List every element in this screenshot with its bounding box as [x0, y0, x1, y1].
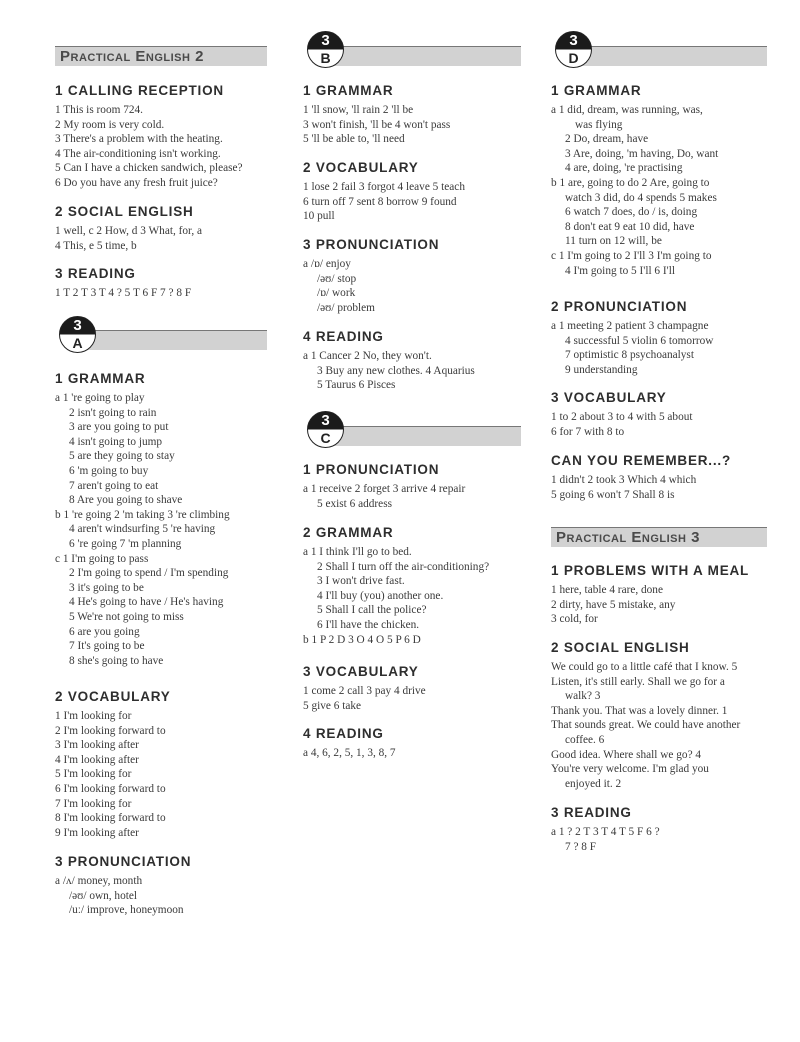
answer-line: b 1 're going 2 'm taking 3 're climbing	[55, 508, 230, 521]
answer-line: 4 I'm looking after	[55, 753, 139, 766]
answer-line: 6 Do you have any fresh fruit juice?	[55, 176, 218, 189]
answer-line: 7 aren't going to eat	[69, 479, 159, 492]
section-heading: 2 GRAMMAR	[303, 525, 394, 540]
answer-line: 7 It's going to be	[69, 640, 145, 653]
vocabulary-c-section	[303, 664, 521, 713]
answer-line: 4 isn't going to jump	[69, 435, 163, 448]
answer-line: 3 I won't drive fast.	[317, 575, 405, 588]
answer-line: That sounds great. We could have another	[551, 719, 741, 732]
answer-line: 2 I'm looking forward to	[55, 724, 166, 737]
answer-line: 1 I'm looking for	[55, 710, 132, 722]
answer-line: watch 3 did, do 4 spends 5 makes	[565, 191, 717, 204]
answer-line: 8 she's going to have	[69, 654, 164, 667]
answer-line: 5 are they going to stay	[69, 450, 175, 463]
section-heading: 1 PRONUNCIATION	[303, 462, 440, 477]
answer-line: 3 I'm looking after	[55, 739, 139, 752]
grammar-c-section	[303, 525, 521, 647]
answer-line: 3 are you going to put	[69, 421, 169, 434]
answer-line: 6 I'll have the chicken.	[317, 618, 420, 631]
section-heading: 3 READING	[551, 805, 632, 820]
vocabulary-section	[55, 689, 273, 840]
section-heading: 2 VOCABULARY	[55, 689, 171, 704]
section-heading: 3 PRONUNCIATION	[303, 237, 440, 252]
answer-line: 7 ? 8 F	[565, 840, 597, 853]
answer-line: a 1 're going to play	[55, 392, 145, 404]
answer-line: 5 Shall I call the police?	[317, 604, 427, 617]
answer-line: 6 are you going	[69, 625, 140, 638]
answer-line: 1 here, table 4 rare, done	[551, 584, 663, 596]
section-heading: 2 SOCIAL ENGLISH	[55, 204, 194, 219]
answer-line: 1 lose 2 fail 3 forgot 4 leave 5 teach	[303, 181, 465, 193]
answer-line: 10 pull	[303, 210, 335, 223]
answer-line: 6 for 7 with 8 to	[551, 425, 625, 438]
answer-line: a /ɒ/ enjoy	[303, 258, 351, 270]
answer-line: 5 Taurus 6 Pisces	[317, 379, 396, 392]
pronunciation-c-section	[303, 462, 521, 511]
answer-line: a 1 receive 2 forget 3 arrive 4 repair	[303, 483, 466, 495]
answer-line: walk? 3	[565, 690, 601, 703]
answer-line: 1 well, c 2 How, d 3 What, for, a	[55, 225, 202, 237]
answer-line: b 1 P 2 D 3 O 4 O 5 P 6 D	[303, 633, 421, 646]
badge-number: 3	[73, 317, 82, 334]
answer-line: 9 understanding	[565, 363, 638, 376]
badge-letter: C	[320, 430, 331, 446]
badge-letter: B	[320, 50, 331, 66]
answer-line: Good idea. Where shall we go? 4	[551, 748, 702, 761]
unit-3c-badge	[307, 411, 344, 448]
answer-line: 7 I'm looking for	[55, 797, 132, 810]
practical-english-3-band	[551, 527, 767, 547]
pronunciation-section	[55, 854, 273, 918]
answer-line: 6 I'm looking forward to	[55, 782, 166, 795]
unit-3a-band	[79, 330, 267, 350]
answer-line: Listen, it's still early. Shall we go for a	[551, 675, 725, 688]
answer-line: 3 There's a problem with the heating.	[55, 133, 223, 146]
answer-line: 1 T 2 T 3 T 4 ? 5 T 6 F 7 ? 8 F	[55, 287, 192, 299]
answer-line: a 1 ? 2 T 3 T 4 T 5 F 6 ?	[551, 826, 660, 838]
answer-line: 5 give 6 take	[303, 699, 362, 712]
section-heading: 3 VOCABULARY	[303, 664, 419, 679]
section-heading: 1 PROBLEMS WITH A MEAL	[551, 563, 750, 578]
answer-line: a 1 did, dream, was running, was,	[551, 104, 703, 116]
badge-number: 3	[321, 32, 330, 49]
pronunciation-section	[303, 237, 521, 315]
unit-3b-band	[327, 46, 521, 66]
answer-line: a /ʌ/ money, month	[55, 875, 143, 887]
answer-line: 6 watch 7 does, do / is, doing	[565, 206, 698, 219]
answer-line: 3 Are, doing, 'm having, Do, want	[565, 147, 719, 160]
section-heading: 2 PRONUNCIATION	[551, 299, 688, 314]
vocabulary-section	[303, 160, 521, 224]
unit-3d-band	[575, 46, 767, 66]
answer-line: /əʊ/ problem	[317, 301, 375, 314]
section-heading: 4 READING	[303, 726, 384, 741]
answer-line: 5 exist 6 address	[317, 497, 392, 510]
answer-line: c 1 I'm going to pass	[55, 552, 149, 565]
practical-english-2-band	[55, 46, 267, 66]
answer-line: 2 My room is very cold.	[55, 118, 165, 131]
practical-english-2-title: Practical English 2	[60, 48, 204, 65]
answer-line: 8 don't eat 9 eat 10 did, have	[565, 220, 695, 233]
answer-line: 11 turn on 12 will, be	[565, 235, 662, 248]
can-you-remember-section	[551, 453, 767, 502]
answer-line: 6 're going 7 'm planning	[69, 537, 182, 550]
answer-line: 1 didn't 2 took 3 Which 4 which	[551, 474, 697, 486]
answer-line: You're very welcome. I'm glad you	[551, 763, 709, 776]
answer-line: 9 I'm looking after	[55, 826, 139, 839]
section-heading: 4 READING	[303, 329, 384, 344]
answer-line: 4 I'm going to 5 I'll 6 I'll	[565, 264, 675, 277]
answer-line: a 4, 6, 2, 5, 1, 3, 8, 7	[303, 747, 396, 759]
reading-section	[55, 266, 273, 301]
answer-line: 5 We're not going to miss	[69, 610, 184, 623]
answer-line: 4 are, doing, 're practising	[565, 162, 683, 175]
reading-c-section	[303, 726, 521, 761]
answer-line: 4 aren't windsurfing 5 're having	[69, 523, 216, 536]
answer-line: 1 This is room 724.	[55, 104, 143, 116]
answer-line: b 1 are, going to do 2 Are, going to	[551, 176, 710, 189]
answer-line: 4 The air-conditioning isn't working.	[55, 147, 221, 160]
answer-line: 4 successful 5 violin 6 tomorrow	[565, 334, 714, 347]
vocabulary-section	[551, 390, 767, 439]
answer-line: 3 Buy any new clothes. 4 Aquarius	[317, 364, 475, 377]
social-english-section	[551, 640, 767, 791]
reading-section	[303, 329, 521, 393]
section-heading: 1 CALLING RECEPTION	[55, 83, 224, 98]
answer-line: 3 it's going to be	[69, 581, 144, 594]
section-heading: 2 VOCABULARY	[303, 160, 419, 175]
unit-3a-badge	[59, 316, 96, 353]
answer-line: 5 'll be able to, 'll need	[303, 133, 405, 146]
problems-with-a-meal-section	[551, 563, 767, 627]
section-heading: 1 GRAMMAR	[55, 371, 146, 386]
answer-line: 8 I'm looking forward to	[55, 812, 166, 825]
answer-line: /əʊ/ own, hotel	[69, 889, 138, 902]
calling-reception-section	[55, 83, 273, 191]
answer-line: 1 'll snow, 'll rain 2 'll be	[303, 104, 414, 116]
unit-3d-badge	[555, 31, 592, 68]
unit-3c-band	[327, 426, 521, 446]
badge-number: 3	[569, 32, 578, 49]
reading-section	[551, 805, 767, 854]
answer-line: 5 going 6 won't 7 Shall 8 is	[551, 488, 675, 501]
answer-line: 3 won't finish, 'll be 4 won't pass	[303, 118, 451, 131]
answer-line: 5 I'm looking for	[55, 768, 132, 781]
practical-english-3-title: Practical English 3	[556, 529, 700, 546]
answer-line: 4 This, e 5 time, b	[55, 239, 137, 252]
answer-line: 6 'm going to buy	[69, 464, 149, 477]
section-heading: 3 VOCABULARY	[551, 390, 667, 405]
section-heading: 2 SOCIAL ENGLISH	[551, 640, 690, 655]
answer-line: 6 turn off 7 sent 8 borrow 9 found	[303, 195, 457, 208]
answer-line: coffee. 6	[565, 733, 605, 746]
answer-line: 2 dirty, have 5 mistake, any	[551, 598, 676, 611]
answer-line: c 1 I'm going to 2 I'll 3 I'm going to	[551, 249, 712, 262]
answer-line: Thank you. That was a lovely dinner. 1	[551, 704, 728, 717]
answer-line: We could go to a little café that I know. 5	[551, 661, 738, 673]
grammar-section	[551, 83, 767, 278]
answer-line: 8 Are you going to shave	[69, 494, 183, 507]
answer-line: a 1 I think I'll go to bed.	[303, 546, 412, 558]
answer-line: a 1 Cancer 2 No, they won't.	[303, 350, 432, 362]
answer-line: was flying	[575, 118, 623, 131]
answer-line: 4 He's going to have / He's having	[69, 596, 224, 609]
answer-line: 7 optimistic 8 psychoanalyst	[565, 349, 694, 362]
grammar-section	[303, 83, 521, 147]
section-heading: 3 PRONUNCIATION	[55, 854, 192, 869]
section-heading: CAN YOU REMEMBER...?	[551, 453, 732, 468]
answer-line: 5 Can I have a chicken sandwich, please?	[55, 162, 243, 175]
answer-line: 4 I'll buy (you) another one.	[317, 589, 444, 602]
pronunciation-section	[551, 299, 767, 377]
unit-3b-badge	[307, 31, 344, 68]
answer-line: 2 Shall I turn off the air-conditioning?	[317, 560, 490, 573]
social-english-section	[55, 204, 273, 253]
answer-line: enjoyed it. 2	[565, 777, 622, 790]
answer-line: /əʊ/ stop	[317, 272, 357, 285]
section-heading: 1 GRAMMAR	[303, 83, 394, 98]
grammar-section	[55, 371, 273, 668]
answer-line: /uː/ improve, honeymoon	[69, 904, 184, 917]
answer-line: a 1 meeting 2 patient 3 champagne	[551, 320, 709, 332]
answer-line: 2 isn't going to rain	[69, 406, 157, 419]
badge-number: 3	[321, 412, 330, 429]
badge-letter: A	[72, 335, 83, 351]
section-heading: 3 READING	[55, 266, 136, 281]
badge-letter: D	[568, 50, 579, 66]
section-heading: 1 GRAMMAR	[551, 83, 642, 98]
answer-line: /ɒ/ work	[317, 287, 356, 300]
answer-line: 3 cold, for	[551, 613, 598, 626]
answer-line: 2 I'm going to spend / I'm spending	[69, 567, 229, 580]
answer-line: 1 to 2 about 3 to 4 with 5 about	[551, 411, 693, 423]
answer-line: 1 come 2 call 3 pay 4 drive	[303, 685, 426, 697]
answer-line: 2 Do, dream, have	[565, 133, 649, 146]
